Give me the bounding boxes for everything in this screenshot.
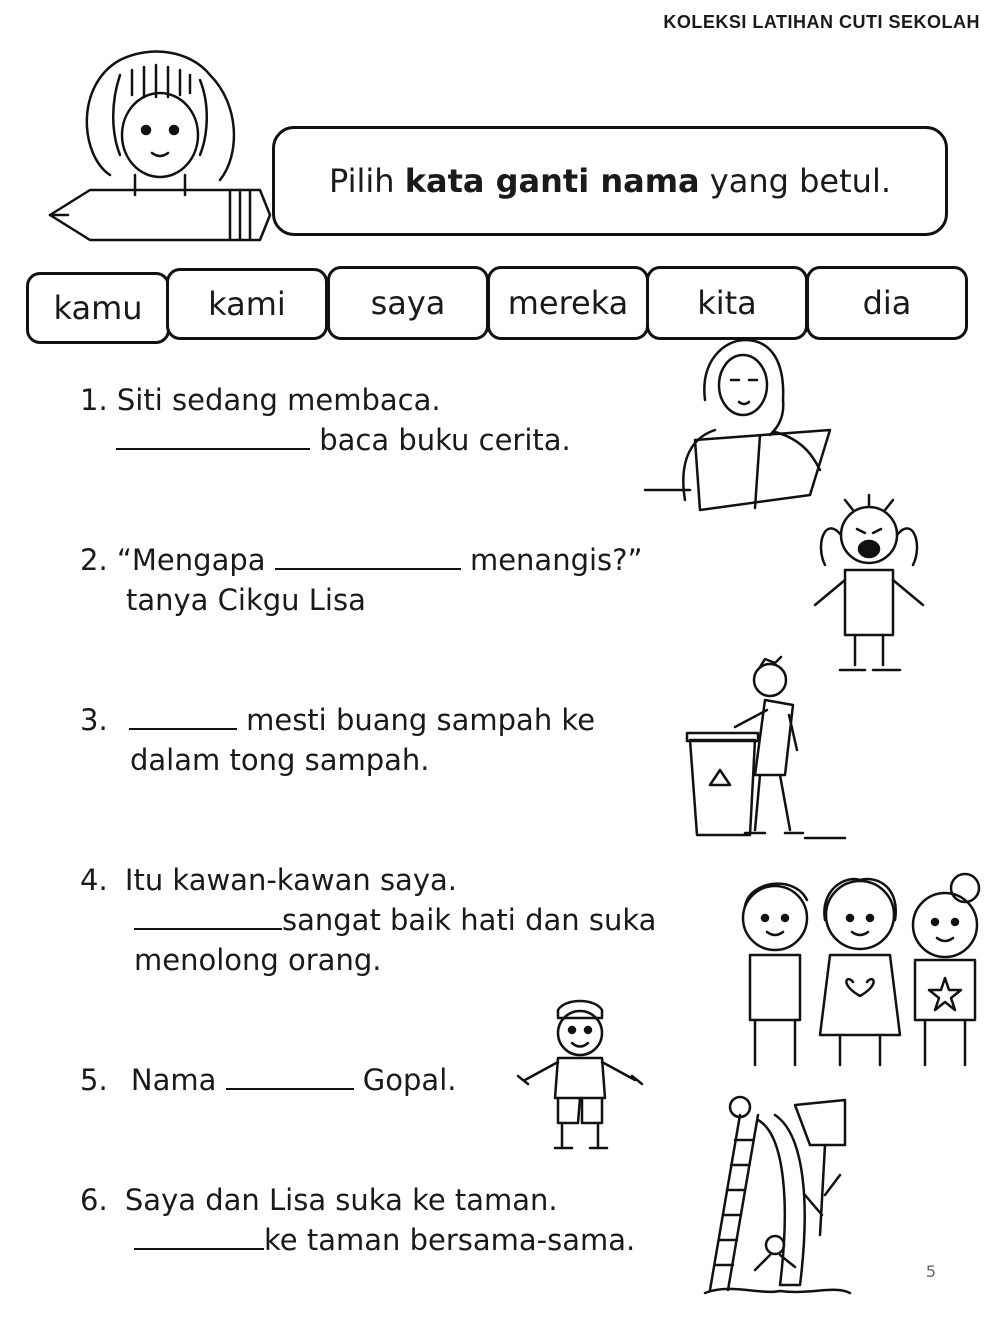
question-text: Siti sedang membaca. bbox=[116, 383, 441, 417]
question-text: “Mengapa bbox=[116, 543, 275, 577]
question-number: 4. bbox=[80, 863, 108, 897]
question-text: mesti buang sampah ke bbox=[236, 703, 596, 737]
word-bank-item-kami[interactable]: kami bbox=[166, 268, 328, 340]
playground-slide-illustration bbox=[700, 1095, 855, 1305]
word-bank-item-kita[interactable]: kita bbox=[646, 266, 808, 340]
girl-with-pencil-illustration bbox=[40, 45, 280, 245]
boy-recycling-illustration bbox=[685, 655, 850, 845]
question-number: 5. bbox=[80, 1063, 108, 1097]
answer-blank[interactable] bbox=[275, 542, 461, 570]
question-text: ke taman bersama-sama. bbox=[264, 1223, 636, 1257]
question-1 bbox=[80, 380, 571, 460]
question-4 bbox=[80, 860, 656, 980]
question-2 bbox=[80, 540, 643, 620]
question-number: 1. bbox=[80, 383, 108, 417]
question-text: dalam tong sampah. bbox=[130, 743, 430, 777]
question-3 bbox=[80, 700, 595, 780]
word-bank-item-kamu[interactable]: kamu bbox=[26, 272, 170, 344]
question-number: 3. bbox=[80, 703, 108, 737]
question-6 bbox=[80, 1180, 635, 1260]
question-text: Itu kawan-kawan saya. bbox=[124, 863, 457, 897]
word-bank-item-mereka[interactable]: mereka bbox=[487, 266, 649, 340]
question-number: 6. bbox=[80, 1183, 108, 1217]
page-number: 5 bbox=[925, 1262, 936, 1281]
instruction-text: Pilih kata ganti nama yang betul. bbox=[329, 162, 891, 200]
question-text: Nama bbox=[130, 1063, 226, 1097]
question-text: sangat baik hati dan suka bbox=[282, 903, 657, 937]
word-bank-item-saya[interactable]: saya bbox=[327, 266, 489, 340]
question-number: 2. bbox=[80, 543, 108, 577]
question-text: menangis?” bbox=[460, 543, 643, 577]
answer-blank[interactable] bbox=[116, 422, 310, 450]
girl-reading-illustration bbox=[645, 340, 845, 520]
answer-blank[interactable] bbox=[134, 1222, 264, 1250]
crying-girl-illustration bbox=[805, 495, 935, 680]
three-friends-illustration bbox=[735, 870, 985, 1080]
answer-blank[interactable] bbox=[134, 902, 282, 930]
word-bank-item-dia[interactable]: dia bbox=[806, 266, 968, 340]
boy-gopal-illustration bbox=[510, 998, 650, 1158]
question-text: baca buku cerita. bbox=[310, 423, 571, 457]
answer-blank[interactable] bbox=[129, 702, 237, 730]
question-5 bbox=[80, 1060, 456, 1100]
worksheet-header: KOLEKSI LATIHAN CUTI SEKOLAH bbox=[663, 12, 980, 32]
question-text: tanya Cikgu Lisa bbox=[126, 583, 366, 617]
instruction-box bbox=[272, 126, 948, 236]
question-text: Gopal. bbox=[353, 1063, 457, 1097]
answer-blank[interactable] bbox=[226, 1062, 354, 1090]
question-text: Saya dan Lisa suka ke taman. bbox=[124, 1183, 558, 1217]
question-text: menolong orang. bbox=[134, 943, 382, 977]
